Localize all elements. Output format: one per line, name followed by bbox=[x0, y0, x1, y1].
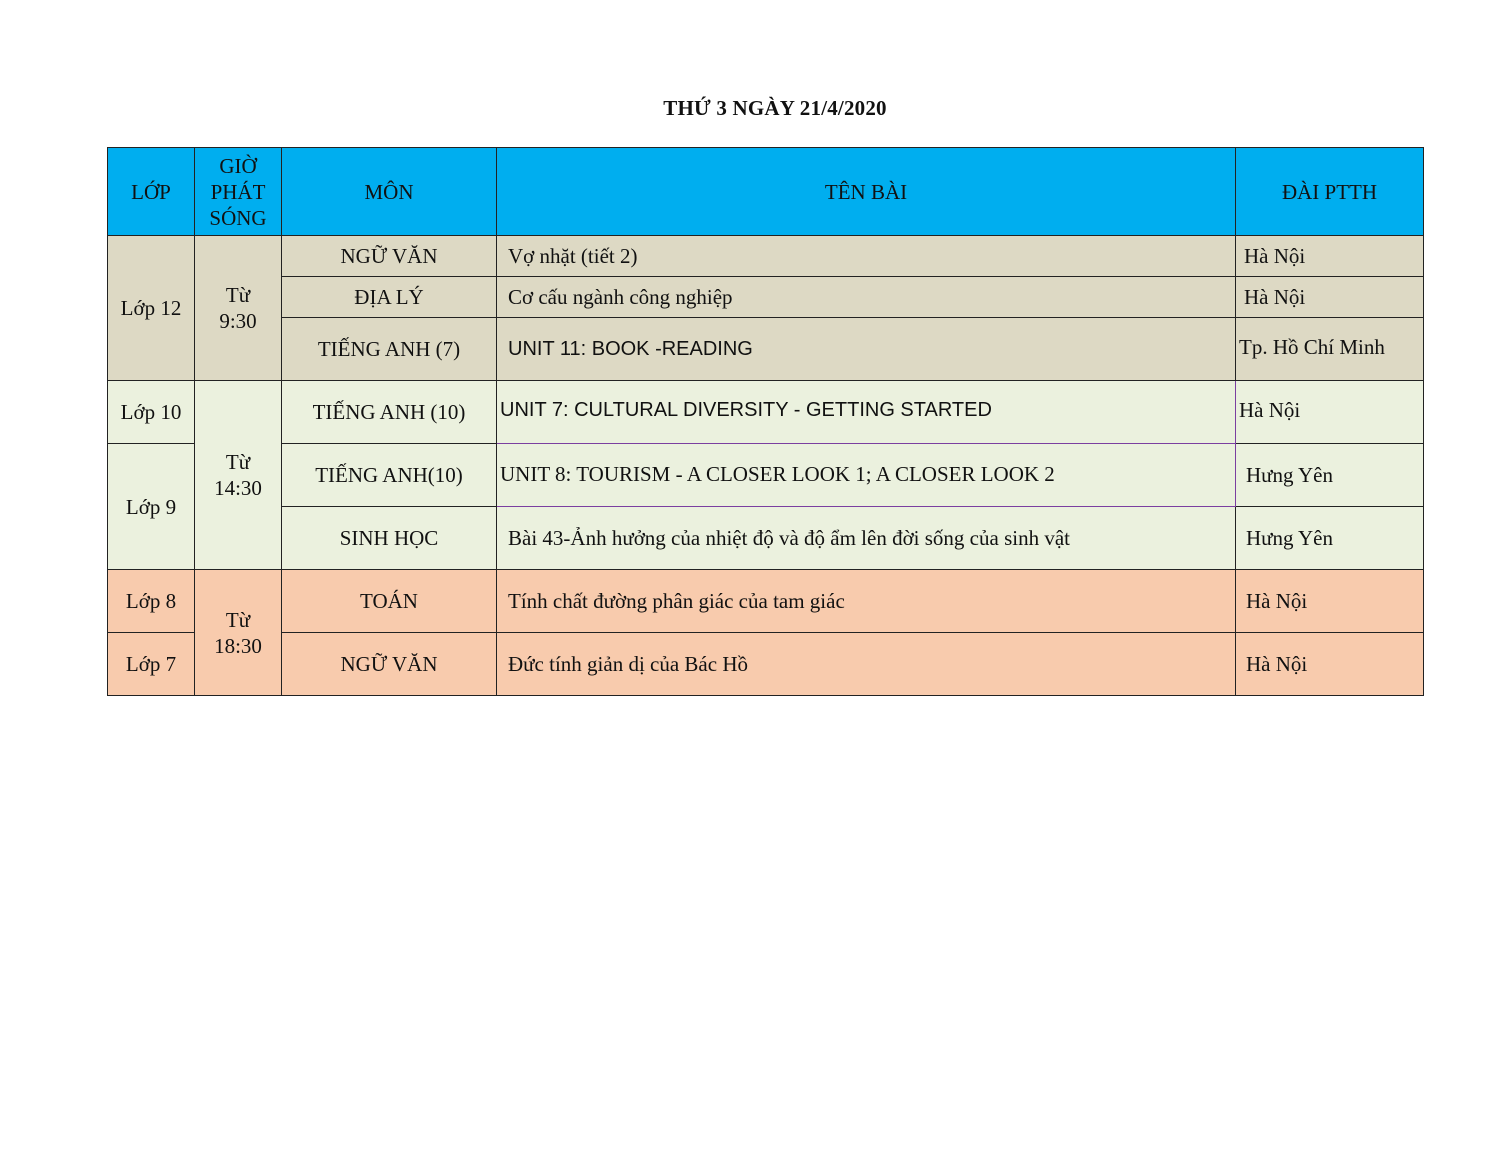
lesson-cell: UNIT 8: TOURISM - A CLOSER LOOK 1; A CLOSER LOOK 2 bbox=[497, 444, 1236, 507]
table-row bbox=[108, 381, 1424, 444]
subject-cell: ĐỊA LÝ bbox=[282, 277, 497, 318]
header-lop: LỚP bbox=[108, 148, 195, 236]
header-dai-ptth: ĐÀI PTTH bbox=[1236, 148, 1424, 236]
subject-cell: NGỮ VĂN bbox=[282, 633, 497, 696]
lesson-cell: UNIT 11: BOOK -READING bbox=[497, 318, 1236, 381]
table-row bbox=[108, 633, 1424, 696]
lesson-cell: Bài 43-Ảnh hưởng của nhiệt độ và độ ẩm lên đời sống của sinh vật bbox=[497, 507, 1236, 570]
lesson-cell: Đức tính giản dị của Bác Hồ bbox=[497, 633, 1236, 696]
station-cell: Hà Nội bbox=[1236, 381, 1424, 444]
lesson-cell: UNIT 7: CULTURAL DIVERSITY - GETTING STARTED bbox=[497, 381, 1236, 444]
subject-cell: NGỮ VĂN bbox=[282, 236, 497, 277]
lesson-cell: Vợ nhặt (tiết 2) bbox=[497, 236, 1236, 277]
lesson-cell: Cơ cấu ngành công nghiệp bbox=[497, 277, 1236, 318]
station-cell: Tp. Hồ Chí Minh bbox=[1236, 318, 1424, 381]
header-row bbox=[108, 148, 1424, 236]
class-cell: Lớp 10 bbox=[108, 381, 195, 444]
class-cell: Lớp 9 bbox=[108, 444, 195, 570]
class-cell: Lớp 7 bbox=[108, 633, 195, 696]
time-cell: Từ 14:30 bbox=[195, 381, 282, 570]
table-row bbox=[108, 236, 1424, 277]
subject-cell: TOÁN bbox=[282, 570, 497, 633]
table-row bbox=[108, 444, 1424, 507]
lesson-cell: Tính chất đường phân giác của tam giác bbox=[497, 570, 1236, 633]
table-row bbox=[108, 570, 1424, 633]
table-row bbox=[108, 277, 1424, 318]
subject-cell: TIẾNG ANH (10) bbox=[282, 381, 497, 444]
station-cell: Hà Nội bbox=[1236, 277, 1424, 318]
class-cell: Lớp 12 bbox=[108, 236, 195, 381]
subject-cell: TIẾNG ANH(10) bbox=[282, 444, 497, 507]
header-ten-bai: TÊN BÀI bbox=[497, 148, 1236, 236]
class-cell: Lớp 8 bbox=[108, 570, 195, 633]
table-row bbox=[108, 507, 1424, 570]
table-row bbox=[108, 318, 1424, 381]
header-mon: MÔN bbox=[282, 148, 497, 236]
schedule-table bbox=[107, 147, 1424, 696]
station-cell: Hà Nội bbox=[1236, 236, 1424, 277]
header-gio-phat-song: GIỜ PHÁT SÓNG bbox=[195, 148, 282, 236]
station-cell: Hưng Yên bbox=[1236, 507, 1424, 570]
time-cell: Từ 18:30 bbox=[195, 570, 282, 696]
station-cell: Hà Nội bbox=[1236, 633, 1424, 696]
page-title: THỨ 3 NGÀY 21/4/2020 bbox=[663, 96, 887, 120]
subject-cell: SINH HỌC bbox=[282, 507, 497, 570]
time-cell: Từ 9:30 bbox=[195, 236, 282, 381]
subject-cell: TIẾNG ANH (7) bbox=[282, 318, 497, 381]
station-cell: Hà Nội bbox=[1236, 570, 1424, 633]
station-cell: Hưng Yên bbox=[1236, 444, 1424, 507]
